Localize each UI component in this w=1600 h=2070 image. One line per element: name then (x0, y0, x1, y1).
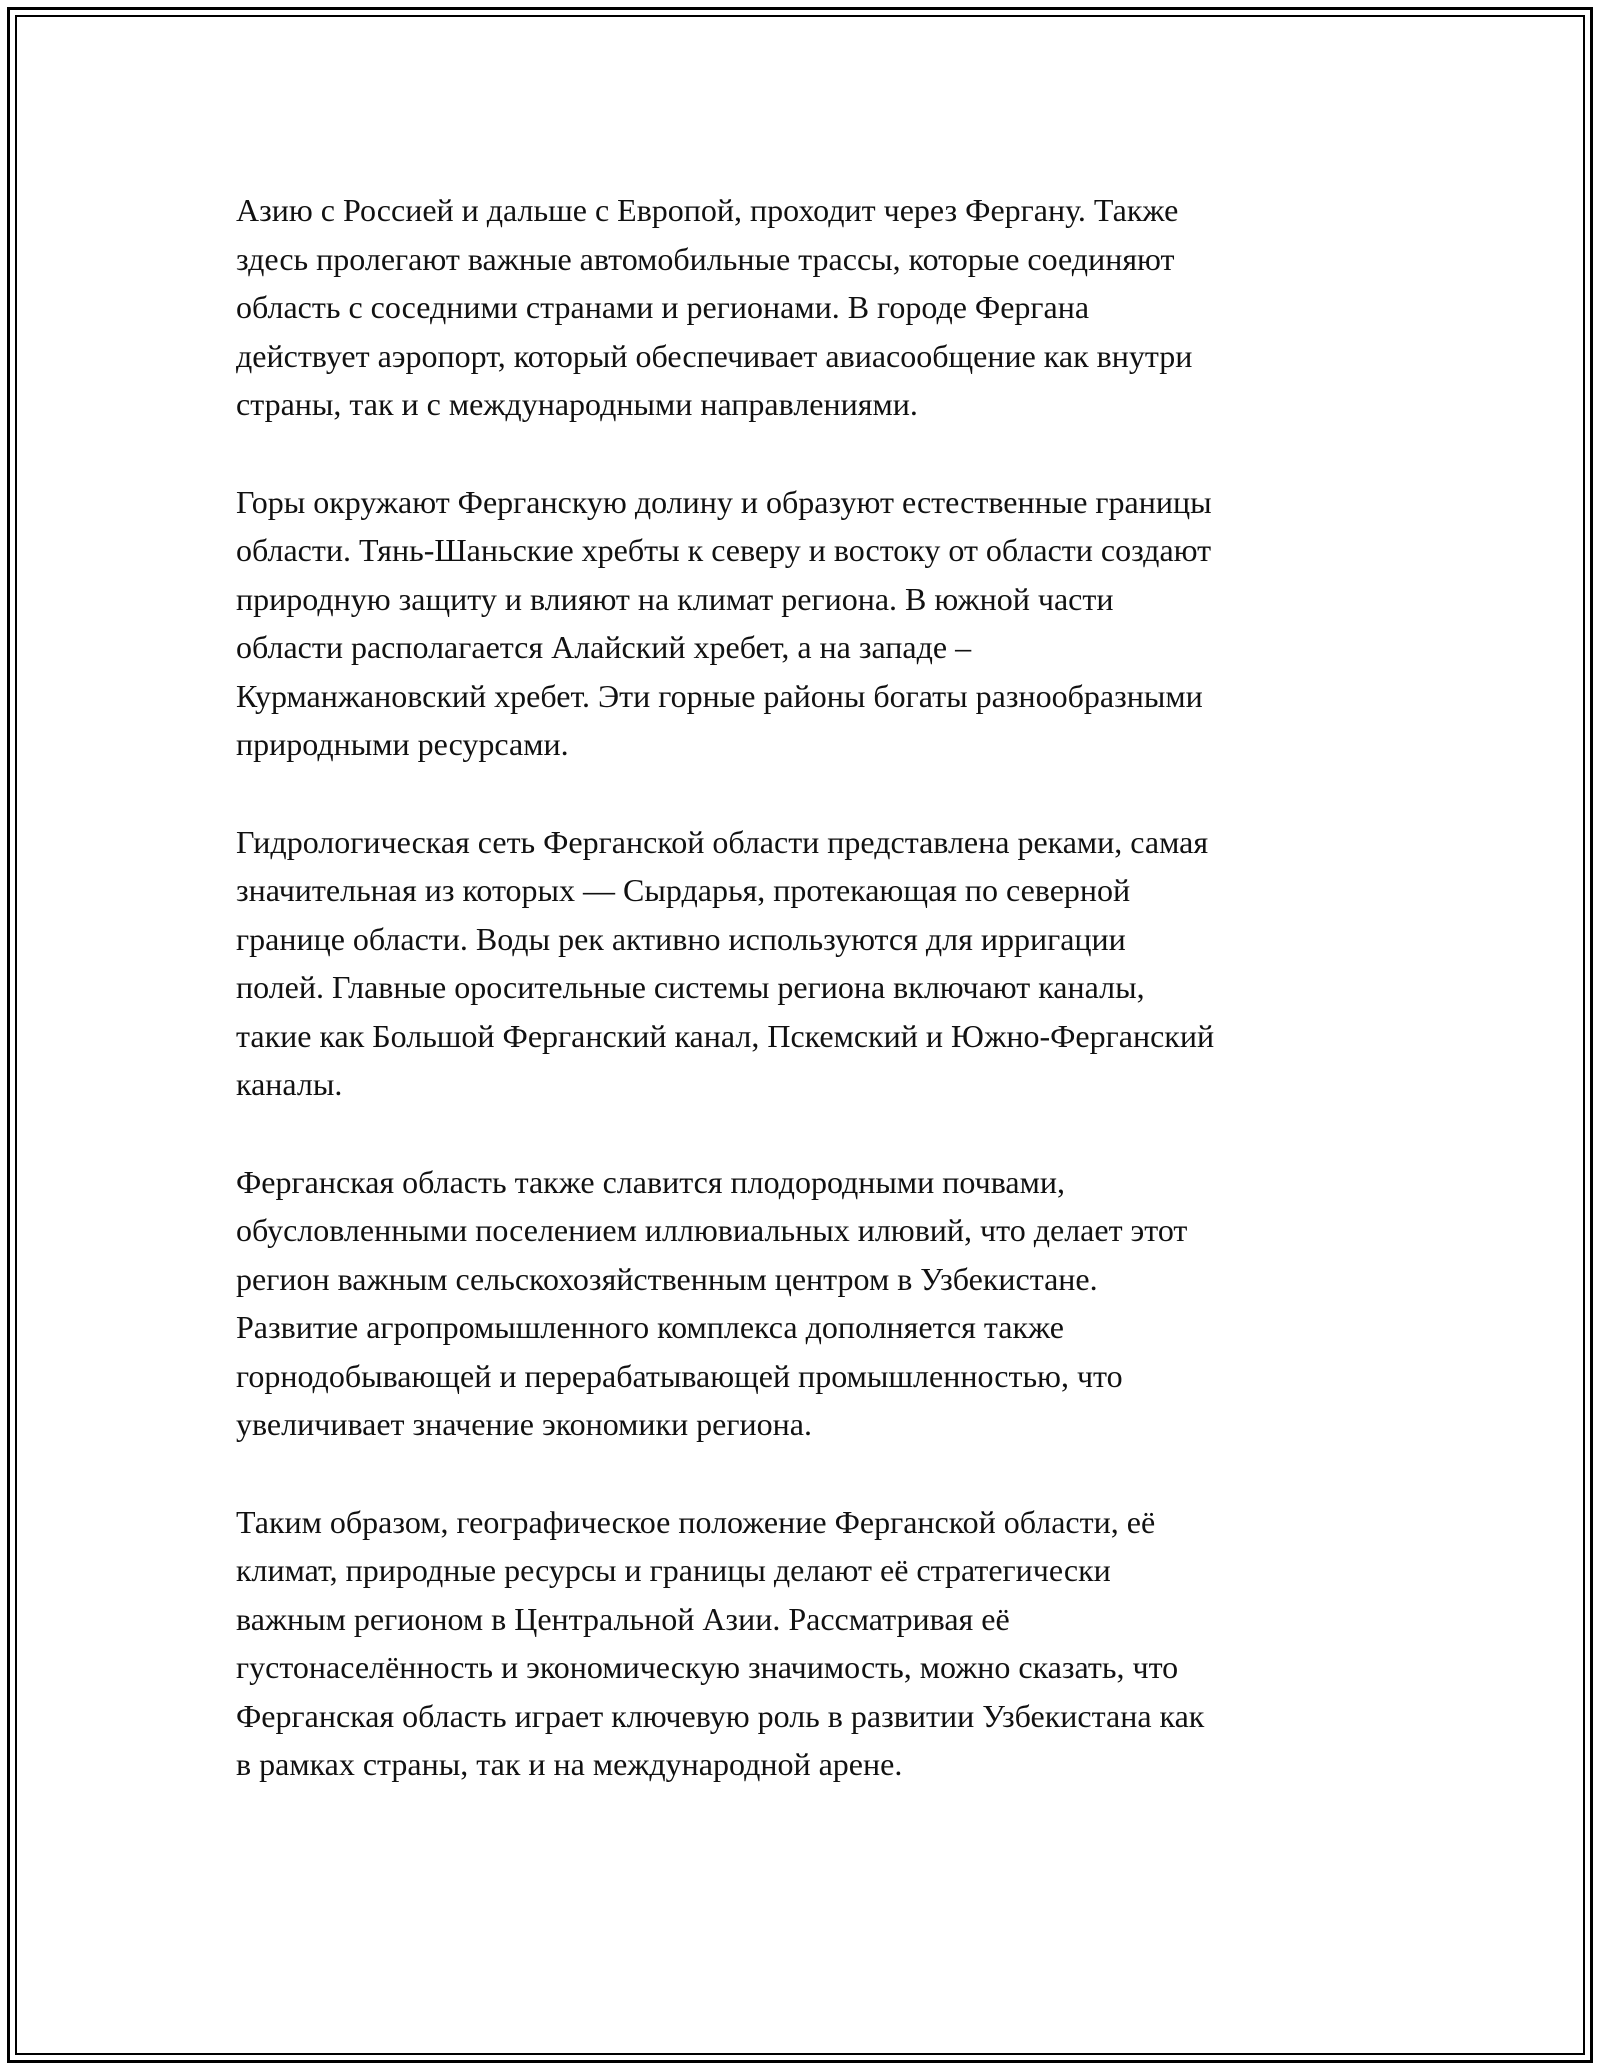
paragraph-mountains: Горы окружают Ферганскую долину и образуют естественные границы области. Тянь-Шаньские хребты к северу и востоку от области создают природную защиту и влияют на климат региона. В южной части области располагается Алайский хребет, а на западе – Курманжановский хребет. Эти горные районы богаты разнообразными природными ресурсами. (236, 483, 1212, 762)
paragraph-hydrology: Гидрологическая сеть Ферганской области представлена реками, самая значительная из которых — Сырдарья, протекающая по северной границе области. Воды рек активно используются для ирригации полей. Главные оросительные системы региона включают каналы, такие как Большой Ферганский канал, Пскемский и Южно-Ферганский каналы. (236, 823, 1215, 1102)
document-body (236, 186, 1376, 1838)
paragraph-transport: Азию с Россией и дальше с Европой, проходит через Фергану. Также здесь пролегают важные автомобильные трассы, которые соединяют область с соседними странами и регионами. В городе Фергана действует аэропорт, который обеспечивает авиасообщение как внутри страны, так и с международными направлениями. (236, 192, 1193, 422)
paragraph-soils-economy: Ферганская область также славится плодородными почвами, обусловленными поселением иллювиальных илювий, что делает этот регион важным сельскохозяйственным центром в Узбекистане. Развитие агропромышленного комплекса дополняется также горнодобывающей и перерабатывающей промышленностью, что увеличивает значение экономики региона. (236, 1163, 1188, 1442)
paragraph-conclusion: Таким образом, географическое положение Ферганской области, её климат, природные ресурсы и границы делают её стратегически важным регионом в Центральной Азии. Рассматривая её густонаселённость и экономическую значимость, можно сказать, что Ферганская область играет ключевую роль в развитии Узбекистана как в рамках страны, так и на международной арене. (236, 1503, 1205, 1782)
